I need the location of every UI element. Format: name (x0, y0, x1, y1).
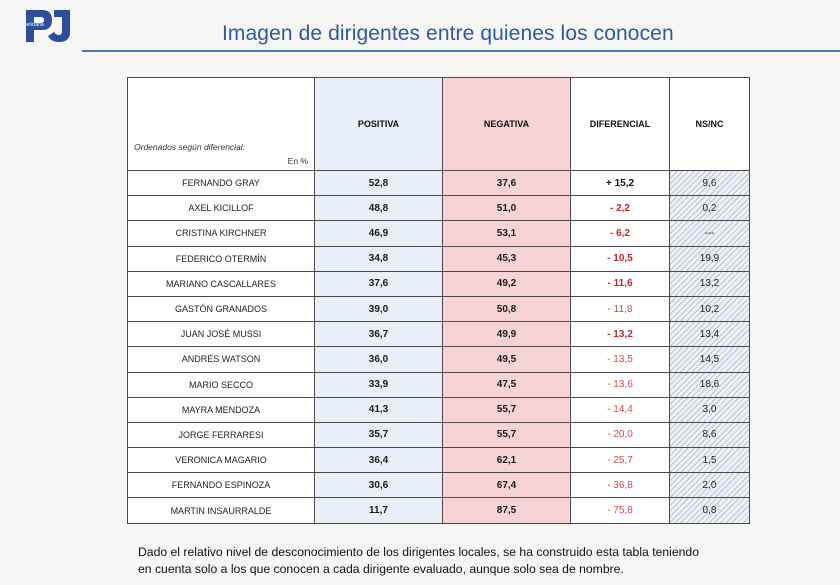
dirigentes-table (127, 77, 750, 524)
row-nsnc: 10,2 (670, 296, 750, 321)
row-negativa: 62,1 (443, 448, 571, 473)
row-diferencial: - 6,2 (571, 221, 670, 246)
row-positiva: 11,7 (315, 498, 443, 523)
row-name: FERNANDO ESPINOZA (128, 473, 315, 498)
row-positiva: 37,6 (315, 271, 443, 296)
title-divider (82, 50, 840, 52)
row-diferencial: - 13,5 (571, 347, 670, 372)
row-nsnc: --- (670, 221, 750, 246)
table-row (128, 221, 750, 246)
row-name: AXEL KICILLOF (128, 196, 315, 221)
table-row (128, 448, 750, 473)
row-name: JORGE FERRARESI (128, 422, 315, 447)
row-negativa: 50,8 (443, 296, 571, 321)
row-nsnc: 0,8 (670, 498, 750, 523)
slide-header (0, 0, 840, 52)
table-row (128, 422, 750, 447)
row-diferencial: - 2,2 (571, 196, 670, 221)
row-negativa: 37,6 (443, 171, 571, 196)
row-negativa: 53,1 (443, 221, 571, 246)
footnote (138, 544, 778, 578)
row-nsnc: 13,4 (670, 322, 750, 347)
page-title: Imagen de dirigentes entre quienes los conocen (222, 22, 674, 45)
row-positiva: 30,6 (315, 473, 443, 498)
column-header-positiva: POSITIVA (315, 78, 443, 171)
row-positiva: 41,3 (315, 397, 443, 422)
row-positiva: 34,8 (315, 246, 443, 271)
row-positiva: 35,7 (315, 422, 443, 447)
row-name: FERNANDO GRAY (128, 171, 315, 196)
row-diferencial: - 25,7 (571, 448, 670, 473)
row-negativa: 49,9 (443, 322, 571, 347)
table-row (128, 397, 750, 422)
header-label-cell (128, 78, 315, 171)
order-note: Ordenados según diferencial: (134, 142, 246, 152)
row-diferencial: - 10,5 (571, 246, 670, 271)
row-nsnc: 19,9 (670, 246, 750, 271)
row-negativa: 49,2 (443, 271, 571, 296)
table-row (128, 296, 750, 321)
row-diferencial: + 15,2 (571, 171, 670, 196)
table-row (128, 473, 750, 498)
row-name: MARTIN INSAURRALDE (128, 498, 315, 523)
row-diferencial: - 11,6 (571, 271, 670, 296)
table-row (128, 246, 750, 271)
column-header-nsnc: NS/NC (670, 78, 750, 171)
row-nsnc: 9,6 (670, 171, 750, 196)
row-diferencial: - 14,4 (571, 397, 670, 422)
row-diferencial: - 13,2 (571, 322, 670, 347)
row-negativa: 87,5 (443, 498, 571, 523)
row-negativa: 47,5 (443, 372, 571, 397)
row-negativa: 49,5 (443, 347, 571, 372)
row-name: MARIO SECCO (128, 372, 315, 397)
row-nsnc: 1,5 (670, 448, 750, 473)
table-header-row (128, 78, 750, 171)
row-negativa: 45,3 (443, 246, 571, 271)
footnote-line-2: en cuenta solo a los que conocen a cada dirigente evaluado, aunque solo sea de nombre. (138, 562, 624, 576)
row-diferencial: - 36,8 (571, 473, 670, 498)
row-name: CRISTINA KIRCHNER (128, 221, 315, 246)
row-nsnc: 2,0 (670, 473, 750, 498)
row-positiva: 48,8 (315, 196, 443, 221)
row-diferencial: - 13,6 (571, 372, 670, 397)
unit-note: En % (287, 156, 308, 166)
table-row (128, 271, 750, 296)
row-name: GASTÓN GRANADOS (128, 296, 315, 321)
column-header-diferencial: DIFERENCIAL (571, 78, 670, 171)
table-body (128, 171, 750, 524)
table-row (128, 372, 750, 397)
row-negativa: 67,4 (443, 473, 571, 498)
row-name: MARIANO CASCALLARES (128, 271, 315, 296)
row-diferencial: - 75,8 (571, 498, 670, 523)
column-header-negativa: NEGATIVA (443, 78, 571, 171)
table-row (128, 322, 750, 347)
row-positiva: 36,4 (315, 448, 443, 473)
row-positiva: 33,9 (315, 372, 443, 397)
row-negativa: 55,7 (443, 422, 571, 447)
row-positiva: 36,0 (315, 347, 443, 372)
table-row (128, 171, 750, 196)
pj-logo-icon (18, 4, 76, 46)
row-name: FEDERICO OTERMÍN (128, 246, 315, 271)
row-positiva: 52,8 (315, 171, 443, 196)
row-nsnc: 13,2 (670, 271, 750, 296)
table-row (128, 498, 750, 523)
row-nsnc: 14,5 (670, 347, 750, 372)
row-positiva: 36,7 (315, 322, 443, 347)
row-positiva: 39,0 (315, 296, 443, 321)
row-name: MAYRA MENDOZA (128, 397, 315, 422)
row-negativa: 55,7 (443, 397, 571, 422)
row-negativa: 51,0 (443, 196, 571, 221)
table-row (128, 196, 750, 221)
row-positiva: 46,9 (315, 221, 443, 246)
row-diferencial: - 20,0 (571, 422, 670, 447)
row-nsnc: 8,6 (670, 422, 750, 447)
row-name: VERONICA MAGARIO (128, 448, 315, 473)
row-nsnc: 3,0 (670, 397, 750, 422)
row-diferencial: - 11,8 (571, 296, 670, 321)
logo-subtext: peliciana (24, 22, 44, 28)
row-nsnc: 0,2 (670, 196, 750, 221)
footnote-line-1: Dado el relativo nivel de desconocimiento de los dirigentes locales, se ha construido esta tabla teniendo (138, 545, 699, 559)
row-name: JUAN JOSÉ MUSSI (128, 322, 315, 347)
row-name: ANDRÉS WATSON (128, 347, 315, 372)
table-row (128, 347, 750, 372)
row-nsnc: 18,6 (670, 372, 750, 397)
